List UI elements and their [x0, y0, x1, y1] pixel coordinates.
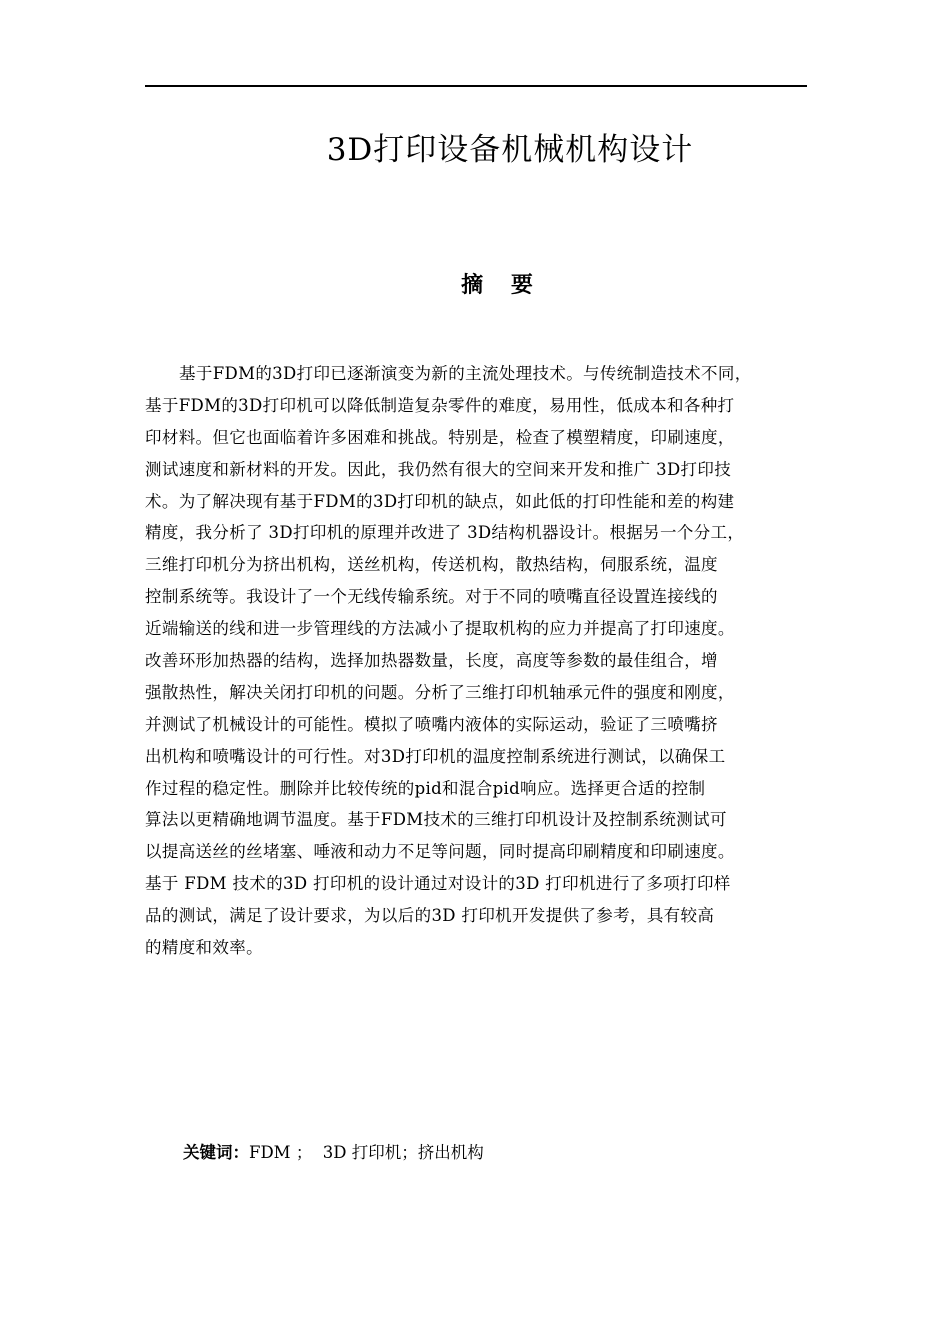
abstract-line: 改善环形加热器的结构，选择加热器数量，长度，高度等参数的最佳组合，增	[145, 651, 718, 671]
header-rule	[145, 85, 807, 87]
abstract-line: 出机构和喷嘴设计的可行性。对3D打印机的温度控制系统进行测试，以确保工	[145, 746, 726, 766]
abstract-line: 术。为了解决现有基于FDM的3D打印机的缺点，如此低的打印性能和差的构建	[145, 491, 735, 511]
abstract-line: 精度，我分析了 3D打印机的原理并改进了 3D结构机器设计。根据另一个分工，	[145, 523, 745, 543]
document-title: 3D打印设备机械机构设计	[326, 132, 694, 168]
abstract-line: 并测试了机械设计的可能性。模拟了喷嘴内液体的实际运动，验证了三喷嘴挤	[145, 714, 718, 734]
keywords-text: FDM ； 3D 打印机；挤出机构	[249, 1143, 484, 1162]
abstract-line: 基于 FDM 技术的3D 打印机的设计通过对设计的3D 打印机进行了多项打印样	[145, 874, 731, 894]
abstract-line: 以提高送丝的丝堵塞、唾液和动力不足等问题，同时提高印刷精度和印刷速度。	[145, 842, 735, 862]
abstract-line: 印材料。但它也面临着许多困难和挑战。特别是，检查了模塑精度，印刷速度，	[145, 427, 735, 447]
abstract-line: 算法以更精确地调节温度。基于FDM技术的三维打印机设计及控制系统测试可	[145, 810, 727, 830]
keywords-label: 关键词：	[183, 1143, 249, 1162]
abstract-line: 测试速度和新材料的开发。因此，我仍然有很大的空间来开发和推广 3D打印技	[145, 459, 732, 479]
abstract-body	[145, 358, 825, 964]
abstract-line: 基于FDM的3D打印机可以降低制造复杂零件的难度，易用性，低成本和各种打	[145, 395, 735, 415]
keywords-line	[183, 1139, 484, 1167]
abstract-line: 近端输送的线和进一步管理线的方法减小了提取机构的应力并提高了打印速度。	[145, 619, 735, 639]
abstract-line: 三维打印机分为挤出机构，送丝机构，传送机构，散热结构，伺服系统，温度	[145, 555, 718, 575]
abstract-line: 的精度和效率。	[145, 938, 263, 958]
abstract-line: 作过程的稳定性。删除并比较传统的pid和混合pid响应。选择更合适的控制	[145, 778, 706, 798]
abstract-line: 品的测试，满足了设计要求，为以后的3D 打印机开发提供了参考，具有较高	[145, 906, 715, 926]
abstract-heading: 摘 要	[461, 273, 543, 298]
abstract-line: 强散热性，解决关闭打印机的问题。分析了三维打印机轴承元件的强度和刚度，	[145, 682, 735, 702]
abstract-line: 控制系统等。我设计了一个无线传输系统。对于不同的喷嘴直径设置连接线的	[145, 587, 718, 607]
abstract-line: 基于FDM的3D打印已逐渐演变为新的主流处理技术。与传统制造技术不同，	[179, 364, 752, 383]
